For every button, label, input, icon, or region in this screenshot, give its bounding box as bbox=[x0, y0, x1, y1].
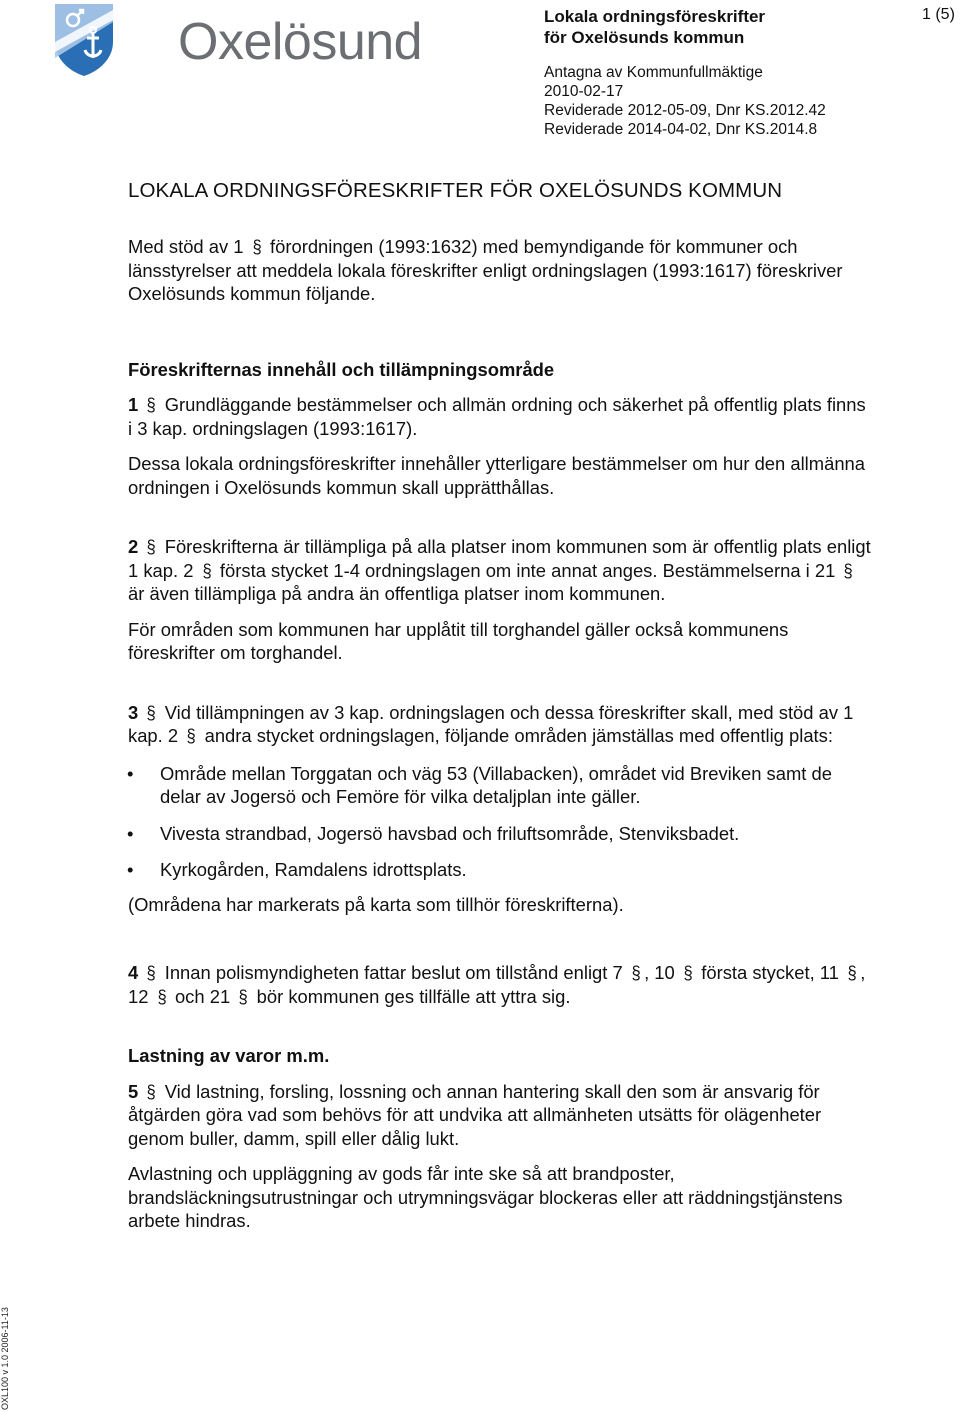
bullet-icon: • bbox=[127, 822, 134, 844]
header-title-line-1: Lokala ordningsföreskrifter bbox=[544, 7, 766, 26]
paragraph-2: 2 § Föreskrifterna är tillämpliga på alla platser inom kommunen som är offentlig plats enligt 1 kap. 2 § första stycket 1-4 ordningslagen om inte annat anges. Bestämmelserna i 21 § är även tillämpliga på andra än offentliga platser inom kommunen. bbox=[128, 536, 871, 604]
meta-adopted-date: 2010-02-17 bbox=[544, 83, 624, 100]
section-sign: § bbox=[252, 236, 262, 257]
paragraph-5: 5 § Vid lastning, forsling, lossning och annan hantering skall den som är ansvarig för åtgärden göra vad som behövs för att undvika att allmänheten utsätts för olägenheter genom buller, damm, spill eller dålig lukt. bbox=[128, 1080, 822, 1149]
header-meta-lines bbox=[544, 63, 864, 139]
paragraph-4: 4 § Innan polismyndigheten fattar beslut om tillstånd enligt 7 § , 10 § första stycket, 11 § , 12 § och 21 § bör kommunen ges tillfälle att yttra sig. bbox=[128, 962, 866, 1007]
section-sign: § bbox=[847, 962, 857, 983]
section-sign: § bbox=[146, 394, 157, 415]
section-sign: § bbox=[186, 725, 196, 746]
form-code: OXL100 v 1.0 2006-11-13 bbox=[0, 1307, 10, 1410]
shield-icon bbox=[53, 2, 115, 78]
section-heading-scope: Föreskrifternas innehåll och tillämpningsområde bbox=[128, 358, 555, 380]
section-sign: § bbox=[157, 985, 167, 1007]
logo-wordmark: Oxelösund bbox=[178, 13, 423, 71]
bullet-icon: • bbox=[127, 762, 134, 784]
meta-revised-2012: Reviderade 2012-05-09, Dnr KS.2012.42 bbox=[544, 102, 826, 119]
list-item: • Kyrkogården, Ramdalens idrottsplats. bbox=[127, 859, 467, 880]
section-sign: § bbox=[146, 536, 157, 557]
meta-adopted: Antagna av Kommunfullmäktige bbox=[544, 64, 763, 81]
header-title-line-2: för Oxelösunds kommun bbox=[544, 28, 745, 47]
section-sign: § bbox=[146, 1080, 157, 1102]
section-sign: § bbox=[146, 701, 157, 723]
section-sign: § bbox=[843, 559, 854, 581]
section-sign: § bbox=[683, 962, 693, 983]
paragraph-1: 1 § Grundläggande bestämmelser och allmän ordning och säkerhet på offentlig plats finns i 3 kap. ordningslagen (1993:1617). bbox=[128, 394, 866, 439]
paragraph-1b: Dessa lokala ordningsföreskrifter innehåller ytterligare bestämmelser om hur den allmänna ordningen i Oxelösunds kommun skall upprätthållas. bbox=[128, 453, 865, 498]
section-sign: § bbox=[202, 559, 212, 581]
list-item: • Område mellan Torggatan och väg 53 (Villabacken), området vid Breviken samt de delar av Jogersö och Femöre för vilka detaljplan inte gäller. bbox=[127, 762, 832, 807]
areas-note: (Områdena har markerats på karta som tillhör föreskrifterna). bbox=[128, 893, 624, 915]
document-header bbox=[544, 6, 864, 139]
bullet-icon: • bbox=[127, 859, 134, 880]
area-list bbox=[128, 762, 873, 882]
paragraph-2b: För områden som kommunen har upplåtit till torghandel gäller också kommunens föreskrifter om torghandel. bbox=[128, 618, 789, 663]
document-body bbox=[128, 178, 873, 1233]
municipality-logo bbox=[50, 0, 423, 80]
list-item: • Vivesta strandbad, Jogersö havsbad och friluftsområde, Stenviksbadet. bbox=[127, 822, 740, 844]
section-heading-loading: Lastning av varor m.m. bbox=[128, 1045, 330, 1066]
section-sign: § bbox=[238, 985, 249, 1007]
section-sign: § bbox=[146, 962, 157, 983]
intro-paragraph: Med stöd av 1 § förordningen (1993:1632) med bemyndigande för kommuner och länsstyrelser att meddela lokala föreskrifter enligt ordningslagen (1993:1617) föreskriver Oxelösunds kommun följande. bbox=[128, 236, 843, 304]
page-title: LOKALA ORDNINGSFÖRESKRIFTER FÖR OXELÖSUNDS KOMMUN bbox=[128, 179, 783, 202]
meta-revised-2014: Reviderade 2014-04-02, Dnr KS.2014.8 bbox=[544, 121, 818, 138]
paragraph-3: 3 § Vid tillämpningen av 3 kap. ordningslagen och dessa föreskrifter skall, med stöd av 1 kap. 2 § andra stycket ordningslagen, följande områden jämställas med offentlig plats: bbox=[128, 701, 854, 746]
paragraph-5b: Avlastning och uppläggning av gods får inte ske så att brandposter, brandsläckningsutrustningar och utrymningsvägar blockeras eller att räddningstjänstens arbete hindras. bbox=[128, 1163, 843, 1231]
page-number: 1 (5) bbox=[922, 6, 955, 23]
section-sign: § bbox=[631, 962, 641, 983]
